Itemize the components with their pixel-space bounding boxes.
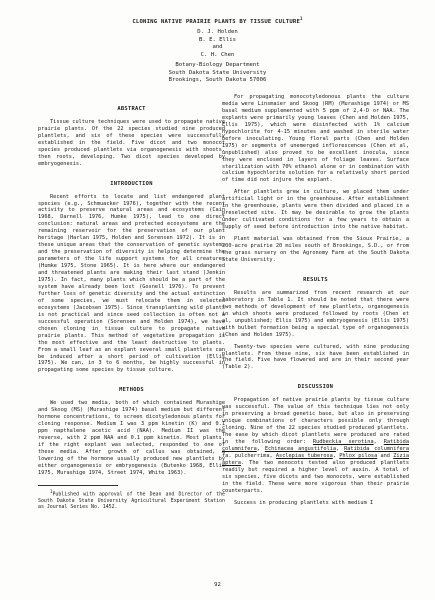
author-conjunction: and [212, 44, 223, 51]
abstract-heading: ABSTRACT [117, 106, 146, 112]
location: Brookings, South Dakota 57006 [168, 77, 267, 84]
university: South Dakota State University [168, 69, 267, 76]
methods-heading: METHODS [119, 387, 144, 394]
paper-title [0, 16, 435, 25]
species-name: Echinacea angustifolia [264, 445, 337, 452]
introduction-text: Recent efforts to locate and list endangered plant species (e.g., Schmuacker 1976), together with the recent activity to preserve natural areas and ecosystems (Cain 1968, Darnell 1976, Humke 1975), lead to one direct conclusion: natural areas and protected ecosystems are the remaining reservoir for the preservation of our plant heritage (Harlan 1975, Holden and Sorensen 1972). It is in these unique areas that the conservation of genetic systems and the preservation of diversity is helping determine the parameters of the life support systems for all creatures (Humke 1975, Stone 1965). It is here where our endangered and threatened plants are making their last stand (Jenkin 1975). In fact, many plants which should be a part of the system have already been lost (Gosnell 1976). To prevent further loss of genetic diversity and the actual extinction of some species, we must relocate them in selected ecosystems (Jacobsen 1975). Since transplanting wild plants is not practical and since seed collection is often not a successful operation (Sorensen and Holden 1974), we have chosen cloning in tissue culture to propagate native prairie plants. This method of vegetative propagation is the most effective and the least destructive to plants. From a small leaf as an explant several small plantlets can be induced after a short period of cultivation (Ellis 1975). We can, in 3 to 6 months, be highly successful in propagating some species by tissue culture. [38, 193, 225, 374]
right-column [222, 94, 409, 512]
page-number: 92 [214, 582, 221, 588]
footnote-rule [38, 485, 118, 486]
title-text: CLONING NATIVE PRAIRIE PLANTS BY TISSUE CULTURE [132, 18, 301, 25]
methods-text: We used two media, both of which contained Murashige and Skoog (MS) (Murashige 1974) basal medium but different hormone concentrations, to screen dicotyledonous plants for cloning response. Medium I was 3 ppm kinetin (K) and 0.1 ppm napthalene acetic acid (NAA). Medium II was the reverse, with 2 ppm NAA and 0.1 ppm kinetin. Most plants, if the right explant was selected, responded to one of these media. After growth of callus was obtained, a lowering of the hormone usually produced new plantlets by either organogenesis or embryogenesis (Butenko 1968, Ellis 1975, Murashige 1974, Street 1974, White 1963). [38, 400, 225, 476]
species-name: Ratibida columnifera [222, 439, 409, 452]
author-block [0, 29, 435, 59]
author-2: B. E. Ellis [198, 36, 237, 43]
left-column [38, 106, 225, 516]
author-1: D. J. Holden [197, 29, 238, 35]
affiliation-block [0, 62, 435, 85]
methods-material-text: Plant material was obtained from the Sioux Prairie, a 200-acre prairie 20 miles south of Brookings, S.D., or from the grass nursery on the Agronomy Farm at the South Dakota State University. [222, 236, 409, 263]
footnote [38, 489, 225, 511]
results-text-1: Results are summarized from recent research at our laboratory in Table 1. It should be noted that there were two methods of development of new plantlets, organogenesis in which shoots were produced followed by roots (Chen et al, unpublished; Ellis 1975) and embryogenesis (Ellis 1975) with bulbet formation being a special type of organogenesis (Chen and Holden 1975). [222, 289, 409, 338]
footnote-text: Published with approval of the Dean and Director of the South Dakota State University Agricultural Experiment Station as Journal Series No. 1452. [38, 491, 225, 511]
methods-greenhouse-text: After plantlets grew in culture, we placed them under artificial light or in the greenhouse. After establishment in the greenhouse, plants were then divided and placed in a preselected site. It may be desirable to grow the plants under cultivated conditions for a few years to obtain a supply of seed before introduction into the native habitat. [222, 189, 409, 231]
results-heading: RESULTS [303, 276, 328, 283]
results-text-2: Twenty-two species were cultured, with nine producing plantlets. From these nine, six have been established in the field. Five have flowered and are in their second year (Table 2). [222, 343, 409, 371]
species-name: Asclepias tuberosa [275, 452, 333, 459]
introduction-heading: INTRODUCTION [110, 180, 153, 187]
abstract-text: Tissue culture techniques were used to propagate native prairie plants. Of the 22 species studied nine produced plantlets, and six of these species were successfully established in the field. Five dicot and two monocot species produced plantlets via organogenesis with shoots, then roots, developing. Two dicot species developed by embryogenesis. [38, 118, 225, 167]
footnote-mark: 1 [50, 488, 53, 494]
methods-monocot-text: For propagating monocotyledonous plants the culture media were Linsmaier and Skoog (RM) (Murashige 1974) or MS basal medium supplemented with 5 ppm of 2,4-D or NAA. The explants were primarily young leaves (Chen and Holden 1975, Ellis 1975), which were disinfected with 1% calcium hypochlorite for 4-15 minutes and washed in sterile water before inoculating. Young floral parts (Chen and Holden 1975) or segments of unemerged inflorescences (Chen et al, unpublished) also proved to be excellent inocula, since they were enclosed in layers of foliage leaves. Surface sterilization with 70% ethanol alone or in combination with calcium hypochlorite solution for a relatively short period of time did not injure the explant. [222, 94, 409, 184]
species-name: Phlox pilosa [339, 452, 378, 459]
discussion-text-2: Success in producing plantlets with medium I [234, 499, 374, 506]
author-3: C. H. Chen [200, 51, 235, 58]
title-footnote-mark: 1 [300, 16, 303, 21]
department: Botany-Biology Department [175, 62, 260, 68]
species-name: Ratibida columnifera [344, 445, 410, 452]
discussion-heading: DISCUSSION [297, 384, 334, 391]
species-name: Zizia aptera [222, 452, 409, 466]
species-name: Rudbeckia serotina [312, 439, 374, 446]
discussion-text-1: Propagation of native prairie plants by tissue culture was successful. The value of this technique lies not only in preserving a broad genetic base, but also in preserving unique combinations of characters possible only through cloning. Nine of the 22 species studied produced plantlets. The ease by which dicot plantlets were produced are rated in the following order: Rudbeckia serotina, Ratibida columnifera, Echinacea angustifolia, Ratibida columnifera fa. pulcherrima, Asclepias tuberosa, Phlox pilosa and Zizia aptera. The two monocots tested also produced plantlets readily but required a higher level of auxin. A total of six species, five dicots and two monocots, were established in the field. These were more vigorous than their prairie counterparts. [222, 397, 410, 494]
